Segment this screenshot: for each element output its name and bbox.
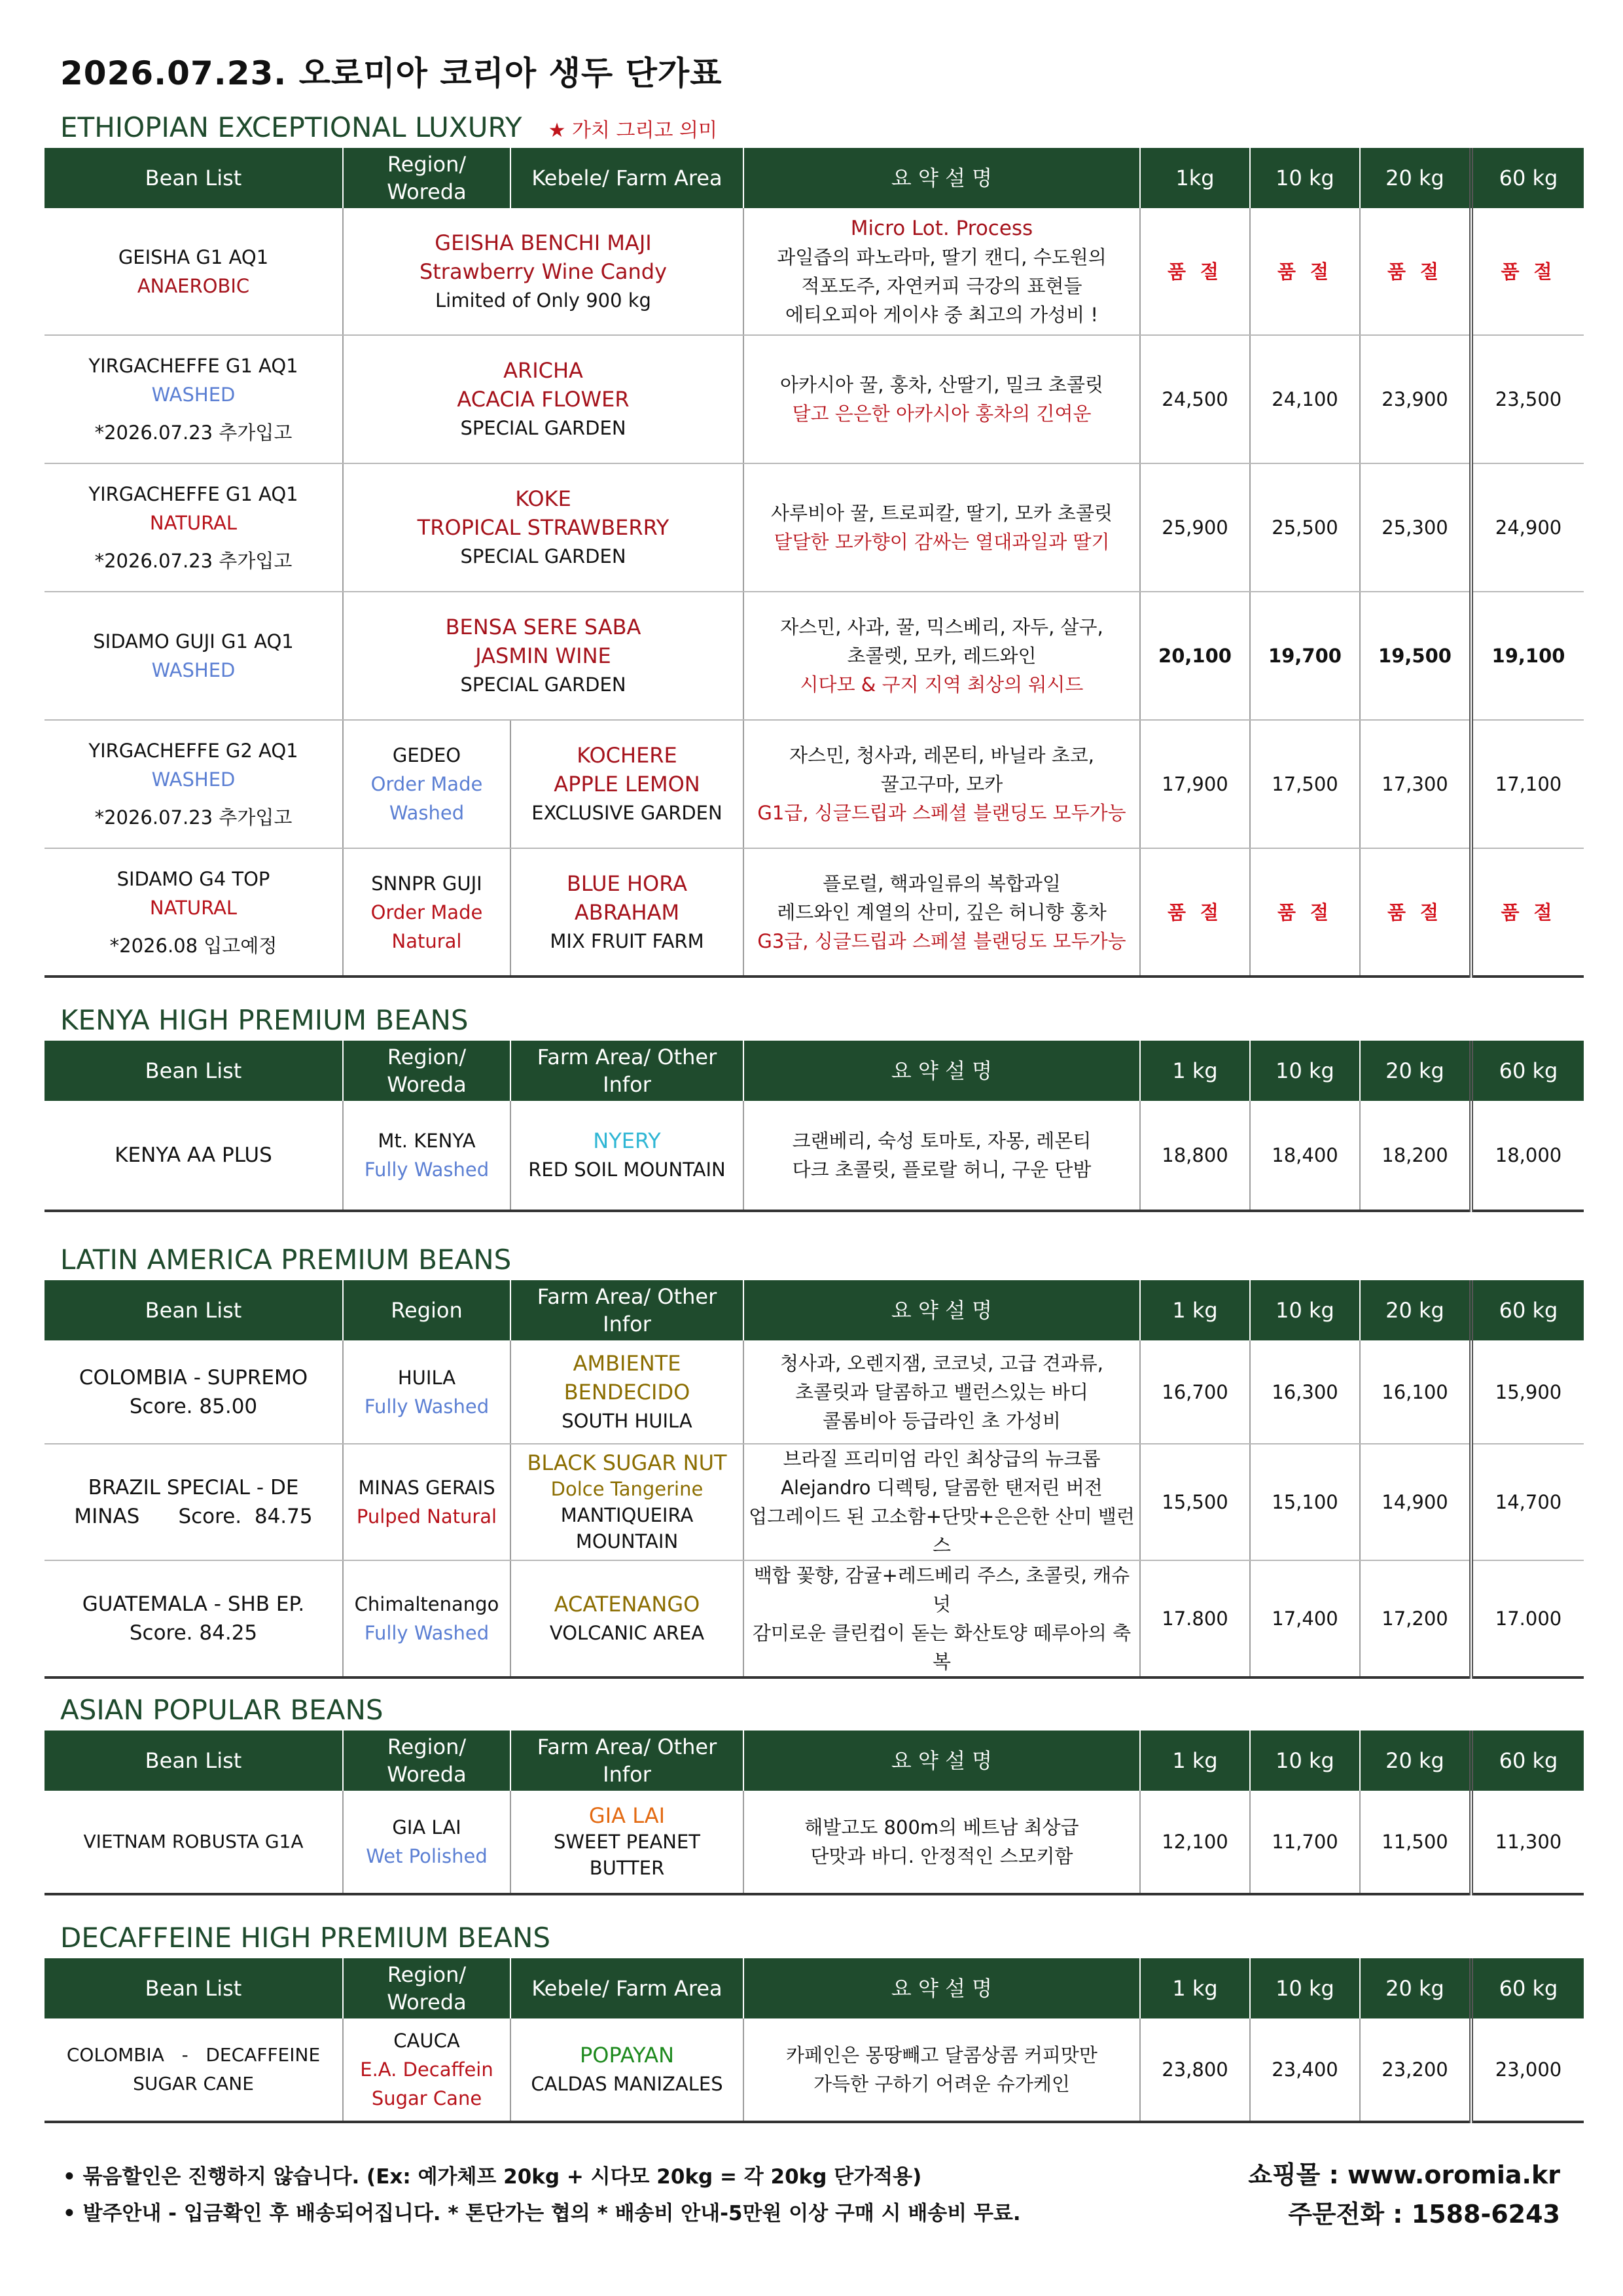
farm-name: Dolce Tangerine <box>550 1478 704 1500</box>
bean-cell <box>45 208 343 335</box>
bean-process: WASHED <box>151 768 236 791</box>
table-row <box>45 335 1584 463</box>
description-cell <box>743 1101 1140 1211</box>
section-subtitle: ★ 가치 그리고 의미 <box>548 119 717 142</box>
bean-name: YIRGACHEFFE G1 AQ1 <box>88 483 298 505</box>
farm-name: TROPICAL STRAWBERRY <box>417 515 669 540</box>
price-1kg: 15,500 <box>1140 1444 1250 1560</box>
farm-cell <box>510 1340 743 1444</box>
price-1kg: 25,900 <box>1140 463 1250 592</box>
desc-line: 적포도주, 자연커피 극강의 표현들 <box>801 274 1082 297</box>
farm-name: POPAYAN <box>579 2043 675 2068</box>
region-cell <box>343 1444 510 1560</box>
price-60kg: 17,100 <box>1471 720 1584 848</box>
price-10kg: 17,500 <box>1250 720 1360 848</box>
bean-name: BRAZIL SPECIAL - DE <box>88 1476 299 1499</box>
desc-line: 카페인은 몽땅빼고 달콤상콤 커피맛만 <box>786 2044 1097 2066</box>
bean-name: SIDAMO G4 TOP <box>116 867 270 890</box>
region-info: Fully Washed <box>364 1622 490 1644</box>
header-1kg: 1 kg <box>1140 1041 1250 1101</box>
farm-name: BENDECIDO <box>563 1379 690 1405</box>
farm-info: CALDAS MANIZALES <box>531 2073 723 2095</box>
region-cell <box>343 720 510 848</box>
price-60kg: 18,000 <box>1471 1101 1584 1211</box>
desc-line: 콜롬비아 등급라인 초 가성비 <box>823 1409 1061 1432</box>
region-cell <box>343 848 510 977</box>
desc-line: 플로럴, 핵과일류의 복합과일 <box>823 872 1061 895</box>
farm-name: JASMIN WINE <box>475 643 611 668</box>
header-1kg: 1kg <box>1140 148 1250 208</box>
header-bean-list: Bean List <box>45 1731 343 1791</box>
desc-line: Micro Lot. Process <box>850 216 1033 240</box>
price-60kg: 15,900 <box>1471 1340 1584 1444</box>
desc-line: 초콜릿과 달콤하고 밸런스있는 바디 <box>795 1380 1088 1403</box>
section-title: ETHIOPIAN EXCEPTIONAL LUXURY <box>60 111 522 143</box>
price-20kg: 품 절 <box>1360 848 1471 977</box>
header-description: 요 약 설 명 <box>743 1731 1140 1791</box>
desc-line: 초콜렛, 모카, 레드와인 <box>847 645 1037 667</box>
farm-name: Strawberry Wine Candy <box>419 259 668 284</box>
section-title: LATIN AMERICA PREMIUM BEANS <box>60 1244 512 1276</box>
price-20kg: 23,200 <box>1360 2018 1471 2122</box>
price-1kg: 20,100 <box>1140 592 1250 720</box>
table-row <box>45 1101 1584 1211</box>
price-10kg: 25,500 <box>1250 463 1360 592</box>
description-cell <box>743 1791 1140 1894</box>
bean-cell <box>45 1340 343 1444</box>
price-60kg: 17.000 <box>1471 1560 1584 1677</box>
price-60kg: 19,100 <box>1471 592 1584 720</box>
farm-cell <box>510 2018 743 2122</box>
description-cell <box>743 1340 1140 1444</box>
region-cell <box>343 1101 510 1211</box>
latin-price-table <box>45 1280 1584 1679</box>
header-description: 요 약 설 명 <box>743 148 1140 208</box>
price-10kg: 24,100 <box>1250 335 1360 463</box>
bean-score: Score. 85.00 <box>129 1394 258 1418</box>
header-10kg: 10 kg <box>1250 1731 1360 1791</box>
footer-note-order: • 발주안내 - 입금확인 후 배송되어집니다. * 톤단가는 협의 * 배송비 안내-5만원 이상 구매 시 배송비 무료. <box>63 2202 1021 2225</box>
region-farm-cell <box>343 463 743 592</box>
table-row <box>45 463 1584 592</box>
header-1kg: 1 kg <box>1140 1280 1250 1340</box>
farm-info: RED SOIL MOUNTAIN <box>528 1158 726 1181</box>
price-1kg: 17.800 <box>1140 1560 1250 1677</box>
price-20kg: 18,200 <box>1360 1101 1471 1211</box>
header-60kg: 60 kg <box>1471 148 1584 208</box>
region-info: Washed <box>389 802 465 824</box>
bean-process: NATURAL <box>149 512 238 534</box>
header-10kg: 10 kg <box>1250 1041 1360 1101</box>
farm-cell <box>510 1791 743 1894</box>
page-title: 2026.07.23. 오로미아 코리아 생두 단가표 <box>60 54 722 92</box>
table-header-row <box>45 1958 1584 2018</box>
header-60kg: 60 kg <box>1471 1731 1584 1791</box>
ethiopia-section-header <box>60 111 717 149</box>
description-cell <box>743 463 1140 592</box>
farm-info: BUTTER <box>589 1857 665 1879</box>
farm-name: APPLE LEMON <box>554 772 700 797</box>
bean-process: WASHED <box>151 384 236 406</box>
bean-cell <box>45 1444 343 1560</box>
region-info: Wet Polished <box>366 1845 488 1867</box>
bean-name: GUATEMALA - SHB EP. <box>82 1592 305 1616</box>
table-header-row <box>45 1731 1584 1791</box>
price-20kg: 17,200 <box>1360 1560 1471 1677</box>
region-name: GEDEO <box>392 744 461 766</box>
region-info: Order Made <box>370 901 483 924</box>
header-region: Region/ Woreda <box>343 1958 510 2018</box>
description-cell <box>743 848 1140 977</box>
price-20kg: 16,100 <box>1360 1340 1471 1444</box>
farm-info: SWEET PEANET <box>553 1831 701 1853</box>
table-header-row <box>45 1280 1584 1340</box>
price-1kg: 12,100 <box>1140 1791 1250 1894</box>
bean-name: YIRGACHEFFE G1 AQ1 <box>88 355 298 377</box>
farm-info: SPECIAL GARDEN <box>460 545 626 567</box>
header-description: 요 약 설 명 <box>743 1041 1140 1101</box>
region-name: MINAS GERAIS <box>358 1477 495 1499</box>
farm-cell <box>510 1101 743 1211</box>
table-row <box>45 1560 1584 1677</box>
bean-name: YIRGACHEFFE G2 AQ1 <box>88 740 298 762</box>
farm-cell <box>510 1560 743 1677</box>
order-phone[interactable]: 주문전화 : 1588-6243 <box>1288 2200 1560 2229</box>
farm-name: AMBIENTE <box>573 1350 681 1376</box>
price-10kg: 17,400 <box>1250 1560 1360 1677</box>
farm-info: MANTIQUEIRA <box>560 1504 694 1526</box>
region-info: Pulped Natural <box>356 1505 497 1528</box>
bean-note: *2026.07.23 추가입고 <box>94 550 293 572</box>
description-cell <box>743 1560 1140 1677</box>
bean-name: VIETNAM ROBUSTA G1A <box>45 1791 343 1894</box>
header-10kg: 10 kg <box>1250 1280 1360 1340</box>
price-10kg: 16,300 <box>1250 1340 1360 1444</box>
desc-line: 감미로운 클린컵이 돋는 화산토양 떼루아의 축복 <box>752 1622 1132 1673</box>
description-cell <box>743 208 1140 335</box>
bean-cell <box>45 592 343 720</box>
desc-line: 아카시아 꿀, 홍차, 산딸기, 밀크 초콜릿 <box>780 374 1103 396</box>
bean-process: NATURAL <box>149 896 238 919</box>
region-name: CAUCA <box>393 2030 460 2052</box>
region-cell <box>343 1560 510 1677</box>
region-name: HUILA <box>397 1366 456 1389</box>
desc-line: 자스민, 청사과, 레몬티, 바닐라 초코, <box>789 744 1094 766</box>
desc-line: 백합 꽃향, 감귤+레드베리 주스, 초콜릿, 캐슈넛 <box>753 1564 1130 1615</box>
header-bean-list: Bean List <box>45 1280 343 1340</box>
table-row <box>45 1444 1584 1560</box>
region-name: SNNPR GUJI <box>371 872 482 895</box>
ethiopia-price-table <box>45 148 1584 978</box>
bean-name: SIDAMO GUJI G1 AQ1 <box>93 630 294 653</box>
description-cell <box>743 592 1140 720</box>
header-bean-list: Bean List <box>45 1041 343 1101</box>
price-1kg: 품 절 <box>1140 208 1250 335</box>
region-info: Order Made <box>370 773 483 795</box>
desc-line: 청사과, 오렌지잼, 코코넛, 고급 견과류, <box>780 1352 1103 1374</box>
price-20kg: 14,900 <box>1360 1444 1471 1560</box>
farm-cell <box>510 1444 743 1560</box>
price-60kg: 품 절 <box>1471 208 1584 335</box>
farm-name: ARICHA <box>503 358 583 383</box>
region-name: Chimaltenango <box>354 1593 499 1615</box>
region-info: Natural <box>391 929 462 952</box>
price-1kg: 23,800 <box>1140 2018 1250 2122</box>
desc-line: 레드와인 계열의 산미, 깊은 허니향 홍차 <box>777 901 1107 924</box>
desc-line: 에티오피아 게이샤 중 최고의 가성비 ! <box>785 303 1098 326</box>
desc-line: 브라질 프리미엄 라인 최상급의 뉴크롭 <box>783 1448 1101 1470</box>
header-description: 요 약 설 명 <box>743 1958 1140 2018</box>
price-1kg: 18,800 <box>1140 1101 1250 1211</box>
bean-note: *2026.07.23 추가입고 <box>94 422 293 444</box>
region-farm-cell <box>343 335 743 463</box>
header-60kg: 60 kg <box>1471 1280 1584 1340</box>
header-60kg: 60 kg <box>1471 1958 1584 2018</box>
bean-note: *2026.08 입고예정 <box>109 934 277 957</box>
region-name: Mt. KENYA <box>378 1130 476 1152</box>
bean-score: MINAS Score. 84.75 <box>74 1505 313 1528</box>
price-10kg: 품 절 <box>1250 208 1360 335</box>
price-60kg: 11,300 <box>1471 1791 1584 1894</box>
desc-line: 과일즙의 파노라마, 딸기 캔디, 수도원의 <box>777 245 1107 268</box>
region-cell <box>343 2018 510 2122</box>
header-20kg: 20 kg <box>1360 1731 1471 1791</box>
kenya-section-header <box>60 1004 469 1042</box>
description-cell <box>743 335 1140 463</box>
header-farm: Farm Area/ Other Infor <box>510 1041 743 1101</box>
header-10kg: 10 kg <box>1250 148 1360 208</box>
section-title: ASIAN POPULAR BEANS <box>60 1694 383 1726</box>
desc-line: 단맛과 바디. 안정적인 스모키함 <box>810 1845 1073 1867</box>
header-farm: Kebele/ Farm Area <box>510 148 743 208</box>
region-info: Fully Washed <box>364 1158 490 1181</box>
farm-name: ABRAHAM <box>574 899 680 925</box>
desc-line: G3급, 싱글드립과 스페셜 블랜딩도 모두가능 <box>757 929 1126 952</box>
bean-cell <box>45 335 343 463</box>
header-region: Region <box>343 1280 510 1340</box>
farm-info: SPECIAL GARDEN <box>460 417 626 439</box>
header-region: Region/ Woreda <box>343 148 510 208</box>
desc-line: 꿀고구마, 모카 <box>880 773 1003 795</box>
region-cell <box>343 1791 510 1894</box>
bean-name: COLOMBIA - SUPREMO <box>79 1365 308 1390</box>
kenya-price-table <box>45 1041 1584 1212</box>
table-row <box>45 592 1584 720</box>
table-row <box>45 1791 1584 1894</box>
section-title: DECAFFEINE HIGH PREMIUM BEANS <box>60 1922 551 1954</box>
region-name: GIA LAI <box>392 1816 461 1839</box>
description-cell <box>743 2018 1140 2122</box>
price-10kg: 품 절 <box>1250 848 1360 977</box>
price-1kg: 품 절 <box>1140 848 1250 977</box>
section-title: KENYA HIGH PREMIUM BEANS <box>60 1004 469 1036</box>
header-10kg: 10 kg <box>1250 1958 1360 2018</box>
price-20kg: 23,900 <box>1360 335 1471 463</box>
region-cell <box>343 1340 510 1444</box>
desc-line: 업그레이드 된 고소함+단맛+은은한 산미 밸런스 <box>749 1505 1135 1556</box>
bean-name: KENYA AA PLUS <box>45 1101 343 1211</box>
header-region: Region/ Woreda <box>343 1041 510 1101</box>
farm-cell <box>510 848 743 977</box>
header-farm: Kebele/ Farm Area <box>510 1958 743 2018</box>
farm-name: ACACIA FLOWER <box>457 387 630 412</box>
table-row <box>45 720 1584 848</box>
bean-process: ANAEROBIC <box>137 274 250 297</box>
bean-note: *2026.07.23 추가입고 <box>94 806 293 829</box>
table-row <box>45 2018 1584 2122</box>
bean-name: SUGAR CANE <box>133 2073 254 2094</box>
description-cell <box>743 720 1140 848</box>
region-farm-cell <box>343 592 743 720</box>
price-1kg: 24,500 <box>1140 335 1250 463</box>
bean-name: GEISHA G1 AQ1 <box>118 245 269 268</box>
desc-line: 시다모 & 구지 지역 최상의 워시드 <box>800 673 1084 696</box>
farm-name: KOCHERE <box>577 743 677 768</box>
decaf-price-table <box>45 1958 1584 2123</box>
farm-info: SOUTH HUILA <box>562 1409 692 1432</box>
desc-line: 가득한 구하기 어려운 슈가케인 <box>813 2073 1070 2095</box>
price-60kg: 23,500 <box>1471 335 1584 463</box>
latin-section-header <box>60 1244 511 1282</box>
desc-line: 해발고도 800m의 베트남 최상급 <box>804 1816 1079 1839</box>
header-20kg: 20 kg <box>1360 1958 1471 2018</box>
table-row <box>45 848 1584 977</box>
price-20kg: 25,300 <box>1360 463 1471 592</box>
asia-price-table <box>45 1731 1584 1895</box>
bean-process: WASHED <box>151 659 236 681</box>
region-info: Sugar Cane <box>371 2087 482 2109</box>
farm-info: Limited of Only 900 kg <box>435 289 651 312</box>
price-1kg: 17,900 <box>1140 720 1250 848</box>
region-info: Fully Washed <box>364 1395 490 1418</box>
farm-name: NYERY <box>593 1128 661 1153</box>
price-20kg: 17,300 <box>1360 720 1471 848</box>
header-60kg: 60 kg <box>1471 1041 1584 1101</box>
farm-name: KOKE <box>515 486 571 511</box>
farm-name: GIA LAI <box>588 1803 666 1828</box>
farm-info: EXCLUSIVE GARDEN <box>531 802 722 824</box>
farm-info: SPECIAL GARDEN <box>460 673 626 696</box>
description-cell <box>743 1444 1140 1560</box>
desc-line: 자스민, 사과, 꿀, 믹스베리, 자두, 살구, <box>780 616 1103 638</box>
decaf-section-header <box>60 1922 550 1960</box>
desc-line: 달고 은은한 아카시아 홍차의 긴여운 <box>792 403 1092 425</box>
shop-url[interactable]: 쇼핑몰 : www.oromia.kr <box>1248 2161 1560 2189</box>
region-farm-cell <box>343 208 743 335</box>
table-row <box>45 1340 1584 1444</box>
header-bean-list: Bean List <box>45 148 343 208</box>
bean-cell <box>45 2018 343 2122</box>
header-farm: Farm Area/ Other Infor <box>510 1280 743 1340</box>
bean-score: Score. 84.25 <box>129 1621 258 1645</box>
region-info: E.A. Decaffein <box>360 2058 493 2081</box>
header-1kg: 1 kg <box>1140 1731 1250 1791</box>
farm-info: VOLCANIC AREA <box>549 1622 705 1644</box>
price-60kg: 23,000 <box>1471 2018 1584 2122</box>
farm-name: BENSA SERE SABA <box>445 615 641 639</box>
bean-cell <box>45 848 343 977</box>
header-1kg: 1 kg <box>1140 1958 1250 2018</box>
desc-line: Alejandro 디렉팅, 달콤한 탠저린 버전 <box>781 1477 1103 1499</box>
price-60kg: 품 절 <box>1471 848 1584 977</box>
region-name: GEISHA BENCHI MAJI <box>435 230 652 255</box>
bean-cell <box>45 1560 343 1677</box>
table-row <box>45 208 1584 335</box>
price-20kg: 19,500 <box>1360 592 1471 720</box>
header-20kg: 20 kg <box>1360 1041 1471 1101</box>
desc-line: 달달한 모카향이 감싸는 열대과일과 딸기 <box>774 531 1110 553</box>
price-20kg: 품 절 <box>1360 208 1471 335</box>
header-20kg: 20 kg <box>1360 1280 1471 1340</box>
price-10kg: 15,100 <box>1250 1444 1360 1560</box>
price-60kg: 24,900 <box>1471 463 1584 592</box>
desc-line: 사루비아 꿀, 트로피칼, 딸기, 모카 초콜릿 <box>771 502 1113 524</box>
farm-name: ACATENANGO <box>554 1592 700 1617</box>
table-header-row <box>45 1041 1584 1101</box>
header-region: Region/ Woreda <box>343 1731 510 1791</box>
price-10kg: 18,400 <box>1250 1101 1360 1211</box>
desc-line: G1급, 싱글드립과 스페셜 블랜딩도 모두가능 <box>757 802 1126 824</box>
farm-name: BLUE HORA <box>566 870 688 896</box>
header-farm: Farm Area/ Other Infor <box>510 1731 743 1791</box>
farm-info: MIX FRUIT FARM <box>550 929 704 952</box>
table-header-row <box>45 148 1584 208</box>
header-20kg: 20 kg <box>1360 148 1471 208</box>
farm-name: BLACK SUGAR NUT <box>527 1450 727 1475</box>
header-description: 요 약 설 명 <box>743 1280 1140 1340</box>
price-60kg: 14,700 <box>1471 1444 1584 1560</box>
footer-note-discount: • 묶음할인은 진행하지 않습니다. (Ex: 예가체프 20kg + 시다모 20kg = 각 20kg 단가적용) <box>63 2165 922 2189</box>
asia-section-header <box>60 1694 383 1732</box>
bean-name: COLOMBIA - DECAFFEINE <box>66 2044 321 2066</box>
price-10kg: 23,400 <box>1250 2018 1360 2122</box>
price-10kg: 19,700 <box>1250 592 1360 720</box>
farm-info: MOUNTAIN <box>575 1530 679 1552</box>
price-1kg: 16,700 <box>1140 1340 1250 1444</box>
bean-cell <box>45 720 343 848</box>
header-bean-list: Bean List <box>45 1958 343 2018</box>
bean-cell <box>45 463 343 592</box>
desc-line: 크랜베리, 숙성 토마토, 자몽, 레몬티 <box>792 1130 1092 1152</box>
price-20kg: 11,500 <box>1360 1791 1471 1894</box>
farm-cell <box>510 720 743 848</box>
desc-line: 다크 초콜릿, 플로랄 허니, 구운 단밤 <box>792 1158 1092 1181</box>
price-10kg: 11,700 <box>1250 1791 1360 1894</box>
